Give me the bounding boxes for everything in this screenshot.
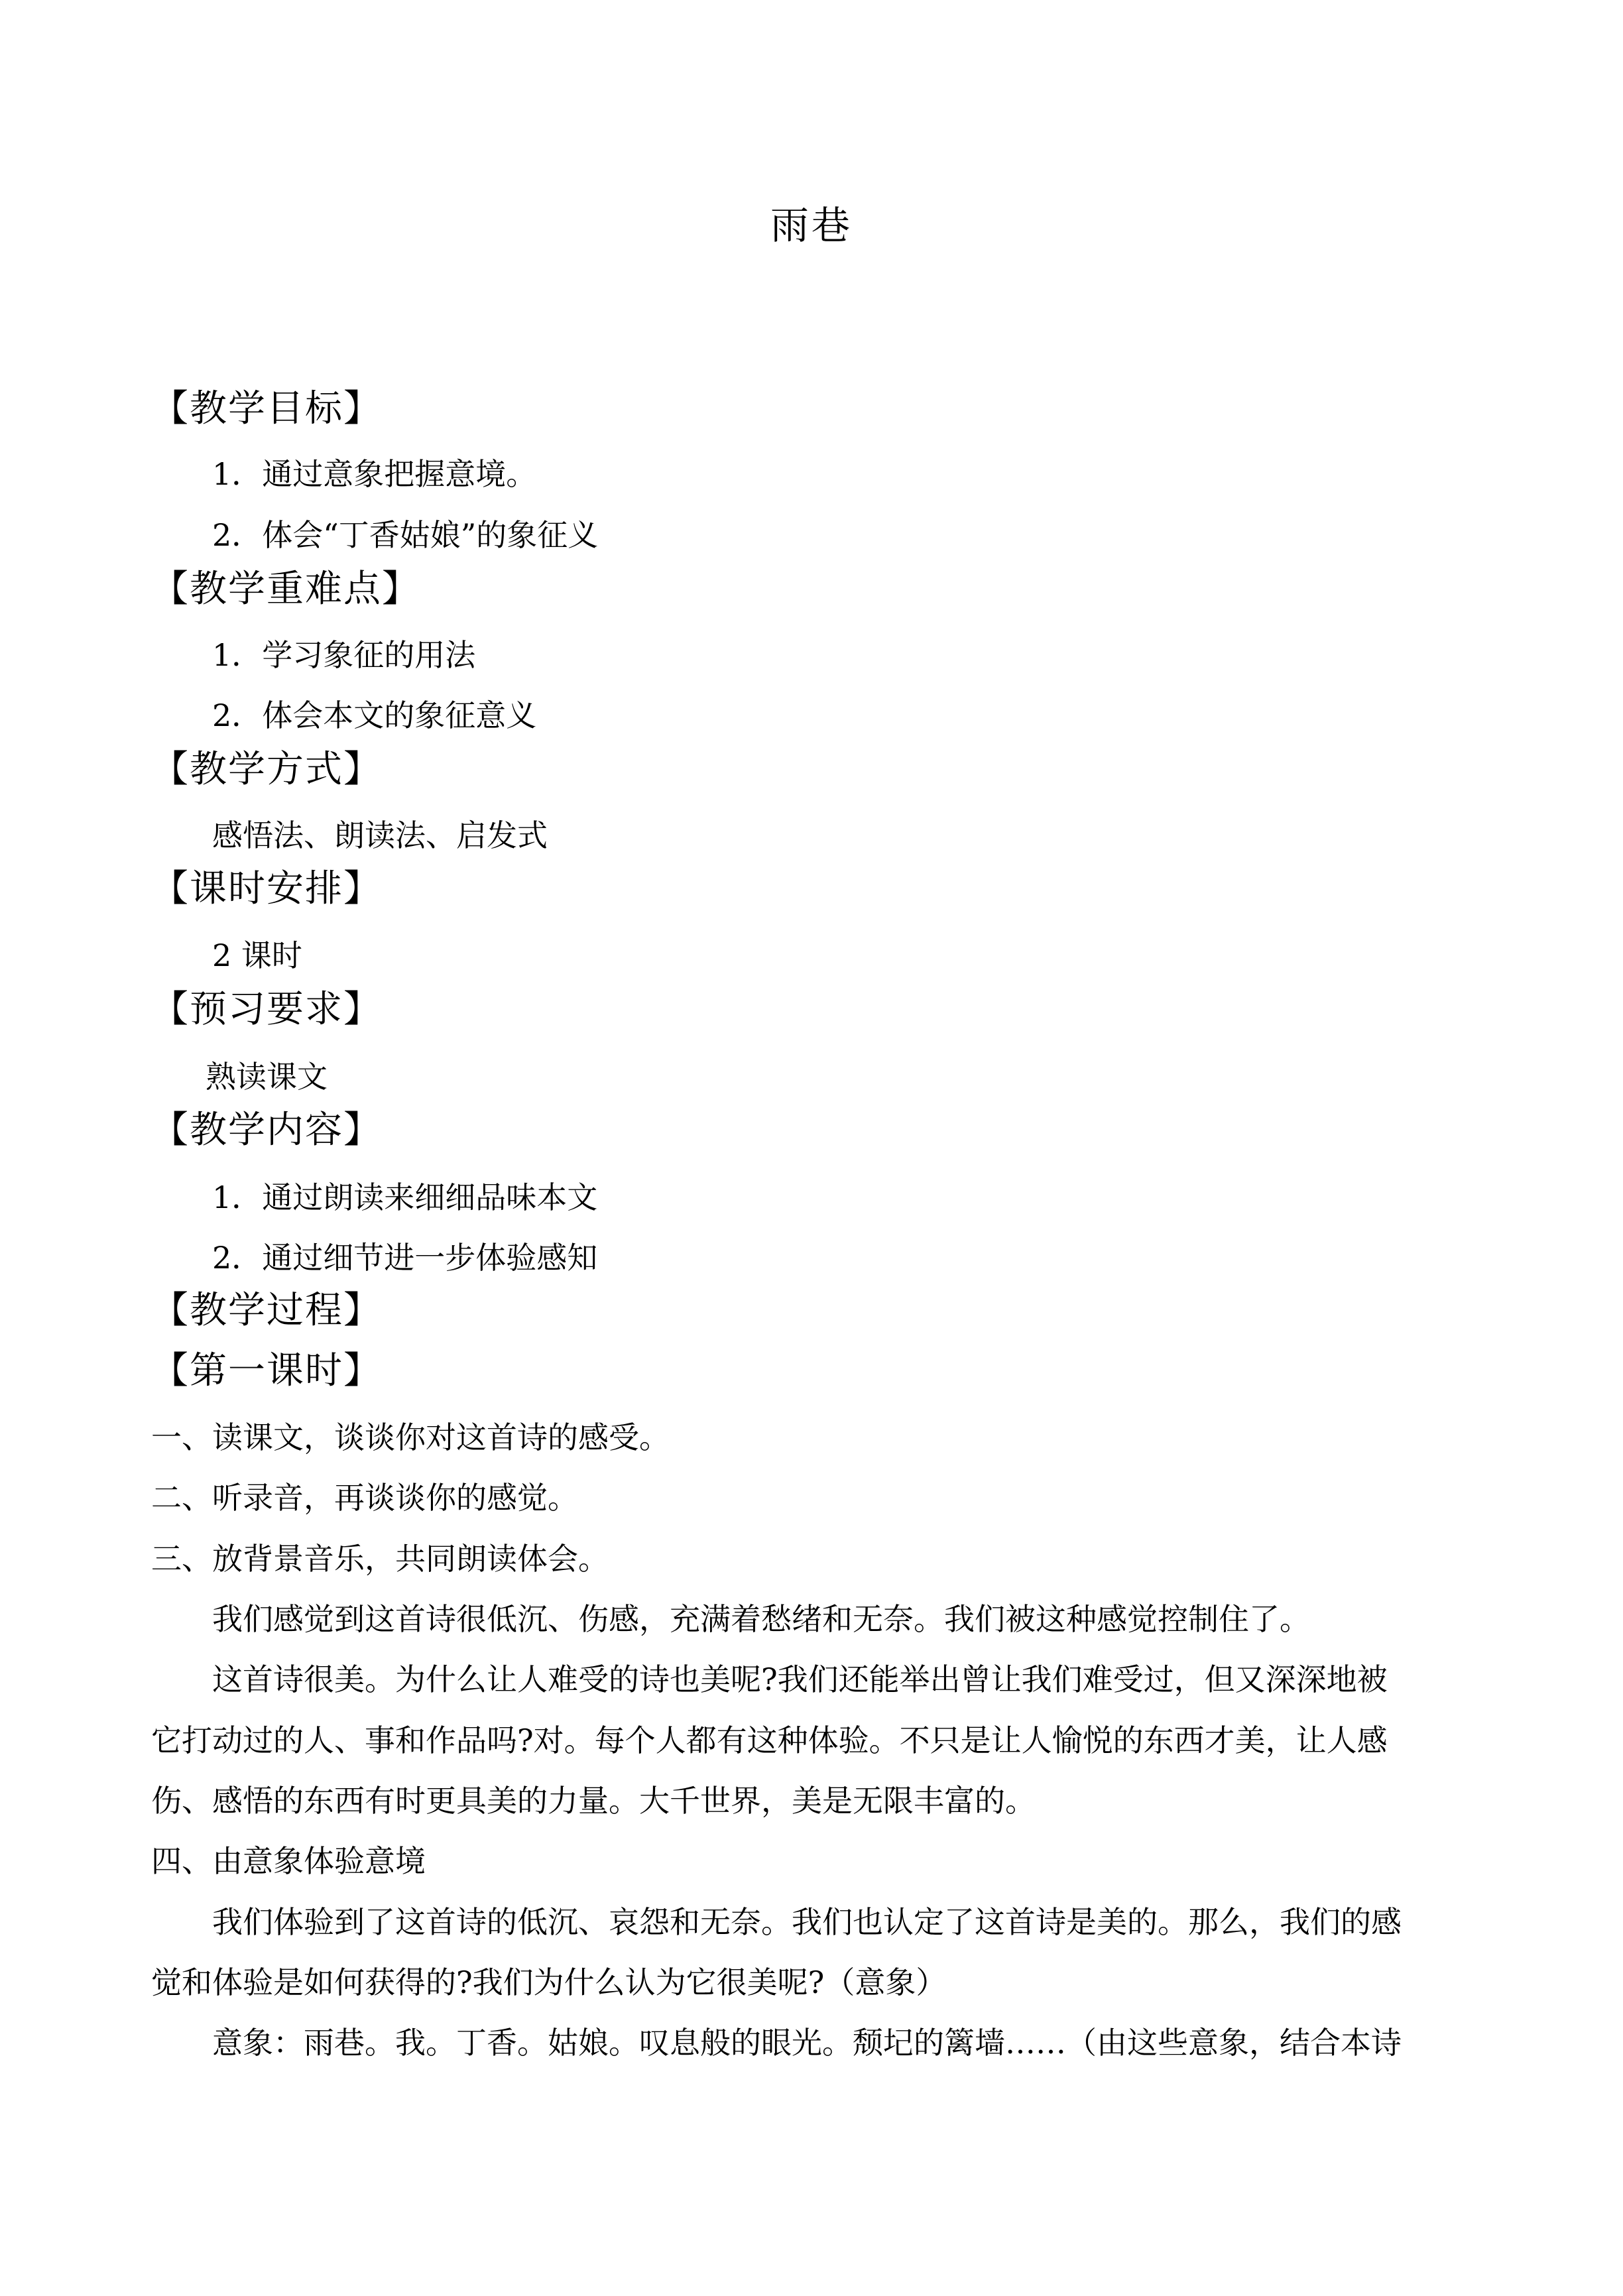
step-4: 四、由意象体验意境 [151, 1843, 426, 1879]
objective-item-2: 2．体会“丁香姑娘”的象征义 [212, 517, 599, 553]
content-item-1: 1．通过朗读来细细品味本文 [212, 1179, 598, 1215]
content-item-2: 2．通过细节进一步体验感知 [212, 1240, 598, 1276]
paragraph-4-line-1: 意象：雨巷。我。丁香。姑娘。叹息般的眼光。颓圮的篱墙……（由这些意象，结合本诗 [212, 2025, 1402, 2061]
paragraph-2-line-3: 伤、感悟的东西有时更具美的力量。大千世界，美是无限丰富的。 [151, 1783, 1036, 1819]
heading-process: 【教学过程】 [151, 1289, 382, 1332]
paragraph-1: 我们感觉到这首诗很低沉、伤感，充满着愁绪和无奈。我们被这种感觉控制住了。 [212, 1601, 1310, 1637]
key-point-item-1: 1．学习象征的用法 [212, 637, 476, 673]
paragraph-2-line-1: 这首诗很美。为什么让人难受的诗也美呢?我们还能举出曾让我们难受过，但又深深地被 [212, 1662, 1388, 1697]
heading-lesson-1: 【第一课时】 [151, 1349, 382, 1392]
step-2: 二、听录音，再谈谈你的感觉。 [151, 1480, 578, 1516]
heading-preview: 【预习要求】 [151, 988, 382, 1031]
key-point-item-2: 2．体会本文的象征意义 [212, 697, 537, 733]
heading-methods: 【教学方式】 [151, 748, 382, 791]
objective-item-1: 1．通过意象把握意境。 [212, 456, 537, 492]
paragraph-3-line-2: 觉和体验是如何获得的?我们为什么认为它很美呢?（意象） [151, 1964, 947, 2000]
methods-text: 感悟法、朗读法、启发式 [212, 817, 548, 853]
step-3: 三、放背景音乐，共同朗读体会。 [151, 1541, 609, 1577]
heading-content: 【教学内容】 [151, 1109, 382, 1152]
preview-text: 熟读课文 [206, 1059, 328, 1095]
document-title: 雨巷 [770, 203, 853, 248]
paragraph-2-line-2: 它打动过的人、事和作品吗?对。每个人都有这种体验。不只是让人愉悦的东西才美，让人感 [151, 1722, 1388, 1758]
heading-key-points: 【教学重难点】 [151, 568, 420, 611]
heading-objectives: 【教学目标】 [151, 387, 382, 430]
step-1: 一、读课文，谈谈你对这首诗的感受。 [151, 1420, 670, 1455]
paragraph-3-line-1: 我们体验到了这首诗的低沉、哀怨和无奈。我们也认定了这首诗是美的。那么，我们的感 [212, 1904, 1402, 1940]
heading-schedule: 【课时安排】 [151, 867, 382, 910]
schedule-text: 2 课时 [212, 937, 302, 973]
